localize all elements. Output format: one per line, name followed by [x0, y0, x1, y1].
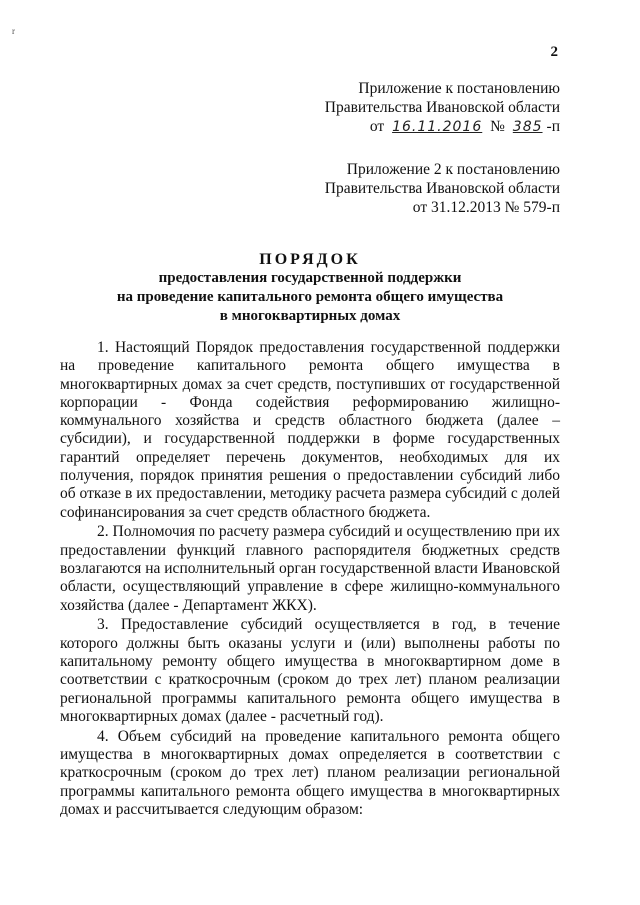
appendix-1-line-2: Правительства Ивановской области: [324, 99, 560, 116]
title-line-2: на проведение капитального ремонта общего имущества: [116, 289, 504, 305]
appendix-2-header: [325, 160, 560, 217]
appendix-2-line-2: Правительства Ивановской области: [324, 180, 560, 197]
appendix-2-line-3: от 31.12.2013 № 579-п: [412, 199, 560, 216]
number-suffix: -п: [546, 118, 560, 135]
appendix-1-line-3: [325, 117, 560, 137]
paragraph-1: 1. Настоящий Порядок предоставления государственной поддержки на проведение капитального ремонта общего имущества в многоквартирных домах за счет средств, поступивших от государственной корпорации - Фонда содействия реформированию жилищно-коммунального хозяйства и средств областного бюджета (далее – субсидии), и государственной поддержки в форме государственных гарантий определяет перечень документов, необходимых для их получения, порядок принятия решения о предоставлении субсидий либо об отказе в их предоставлении, методику расчета размера субсидий с долей софинансирования за счет средств областного бюджета.: [60, 339, 560, 521]
paragraph-3: 3. Предоставление субсидий осуществляется в год, в течение которого должны быть оказаны услуги и (или) выполнены работы по капитальному ремонту общего имущества в многоквартирном доме в соответствии с краткосрочным (сроком до трех лет) планом реализации региональной программы капитального ремонта общего имущества в многоквартирных домах (далее - расчетный год).: [60, 616, 560, 725]
page-number: 2: [550, 44, 558, 60]
paragraph-2: 2. Полномочия по расчету размера субсидий и осуществлению при их предоставлении функций главного распорядителя бюджетных средств возлагаются на исполнительный орган государственной власти Ивановской области, осуществляющий управление в сфере жилищно-коммунального хозяйства (далее - Департамент ЖКХ).: [60, 523, 560, 614]
document-title: [60, 250, 560, 326]
appendix-1-line-1: Приложение к постановлению: [358, 80, 560, 97]
handwritten-number: 385: [512, 119, 543, 135]
title-line-1: предоставления государственной поддержки: [158, 270, 462, 286]
scan-mark: r: [12, 26, 15, 36]
title-line-3: в многоквартирных домах: [219, 308, 401, 324]
appendix-1-header: [325, 79, 560, 137]
document-body: [60, 339, 560, 821]
appendix-1-prefix: от: [369, 118, 385, 135]
appendix-2-line-1: Приложение 2 к постановлению: [346, 161, 560, 178]
handwritten-date: 16.11.2016: [392, 119, 483, 135]
paragraph-4: 4. Объем субсидий на проведение капитального ремонта общего имущества в многоквартирных домах определяется в соответствии с краткосрочным (сроком до трех лет) планом реализации региональной программы капитального ремонта общего имущества в многоквартирных домах и рассчитывается следующим образом:: [60, 727, 560, 818]
number-sign: №: [490, 118, 505, 135]
title-main: ПОРЯДОК: [259, 251, 361, 268]
